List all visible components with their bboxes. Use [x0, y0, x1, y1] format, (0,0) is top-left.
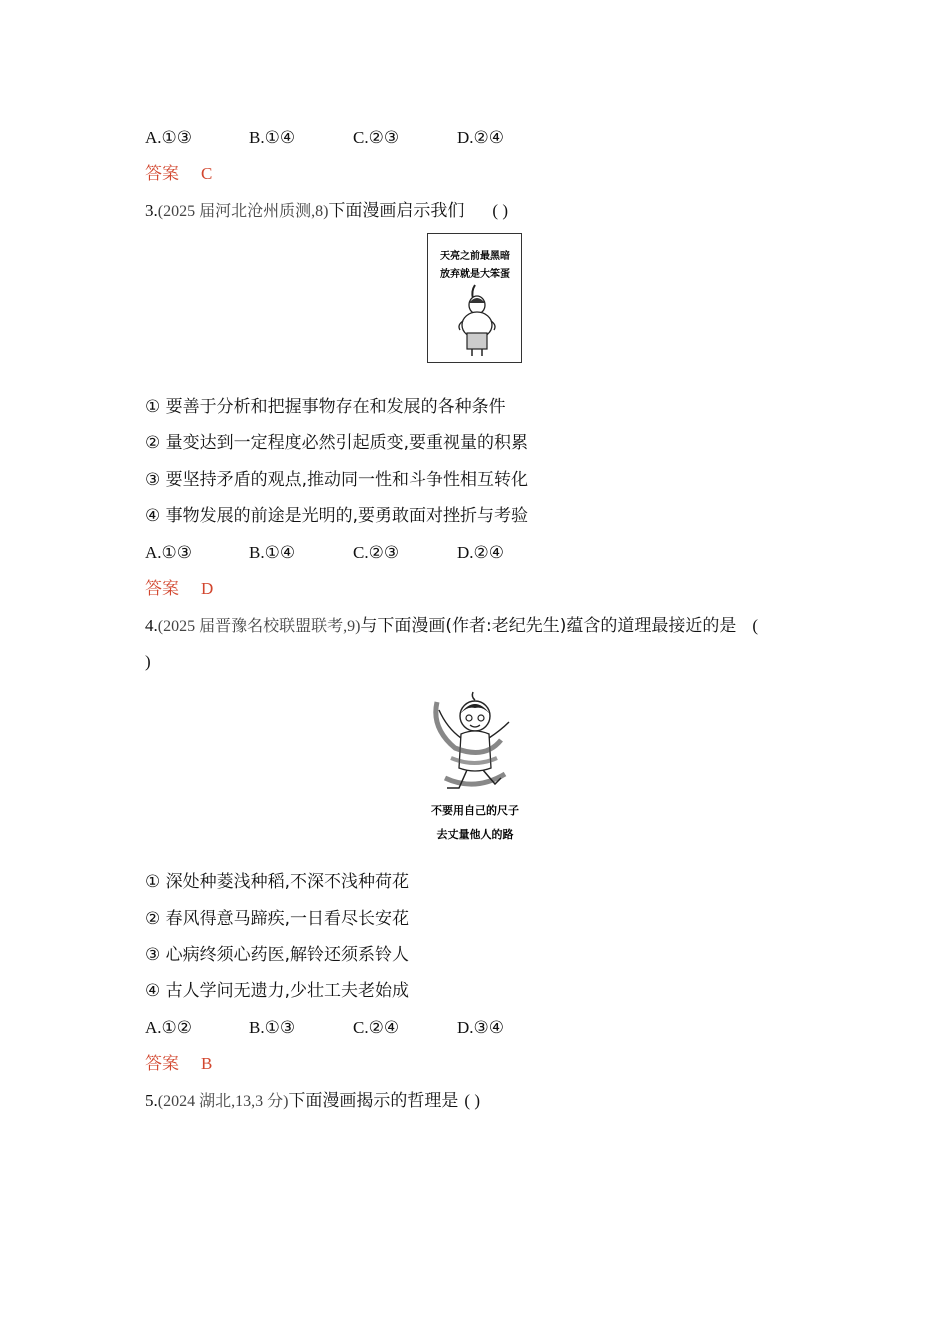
q3-statement-3: ③ 要坚持矛盾的观点,推动同一性和斗争性相互转化: [145, 470, 529, 490]
cartoon-girl-illustration: [427, 233, 522, 363]
q4-statement-2: ② 春风得意马蹄疾,一日看尽长安花: [145, 909, 410, 929]
q4-answer: [145, 1053, 212, 1075]
q2-options: [145, 127, 561, 149]
q2-answer: [145, 163, 212, 185]
answer-value: D: [201, 579, 214, 598]
q4-statement-4: ④ 古人学问无遗力,少壮工夫老始成: [145, 981, 410, 1001]
answer-label: 答案: [145, 1054, 179, 1074]
question-source: (2025 届晋豫名校联盟联考,9): [157, 618, 361, 635]
question-stem: 下面漫画启示我们: [328, 201, 465, 221]
q3-question: [145, 200, 508, 223]
q4-statement-1: ① 深处种菱浅种稻,不深不浅种荷花: [145, 872, 410, 892]
q4-question: [145, 615, 758, 638]
option-b: B.①④: [249, 543, 296, 562]
option-c: C.②③: [353, 543, 400, 562]
cartoon-kid-tangled-in-ruler: [425, 688, 525, 848]
q3-options: [145, 542, 561, 564]
cartoon-caption-1: 不要用自己的尺子: [431, 804, 519, 817]
q3-statement-1: ① 要善于分析和把握事物存在和发展的各种条件: [145, 397, 506, 417]
question-source: (2024 湖北,13,3 分): [157, 1093, 289, 1110]
question-number: 5.: [145, 1091, 158, 1110]
answer-value: B: [201, 1054, 213, 1073]
answer-paren: ( ): [464, 1091, 480, 1110]
q4-statement-3: ③ 心病终须心药医,解铃还须系铃人: [145, 945, 410, 965]
q5-question: [145, 1090, 480, 1113]
option-b: B.①③: [249, 1018, 296, 1037]
q3-statement-2: ② 量变达到一定程度必然引起质变,要重视量的积累: [145, 433, 529, 453]
cartoon-caption-2: 去丈量他人的路: [436, 828, 514, 841]
q3-cartoon: [427, 233, 522, 363]
answer-value: C: [201, 164, 213, 183]
answer-label: 答案: [145, 164, 179, 184]
option-a: A.①③: [145, 543, 193, 562]
question-number: 4.: [145, 616, 158, 635]
q4-options: [145, 1017, 561, 1039]
cartoon-text-2: 放弃就是大笨蛋: [440, 269, 510, 280]
option-d: D.③④: [457, 1018, 505, 1037]
answer-paren-open: (: [752, 616, 759, 635]
question-stem: 与下面漫画(作者:老纪先生)蕴含的道理最接近的是: [360, 616, 737, 636]
q4-question-cont: [145, 651, 151, 673]
question-number: 3.: [145, 201, 158, 220]
cartoon-text-1: 天亮之前最黑暗: [440, 251, 510, 262]
q4-cartoon: [425, 688, 525, 848]
question-source: (2025 届河北沧州质测,8): [157, 203, 329, 220]
option-b: B.①④: [249, 128, 296, 147]
option-c: C.②④: [353, 1018, 400, 1037]
question-stem: 下面漫画揭示的哲理是: [288, 1091, 459, 1111]
q3-statement-4: ④ 事物发展的前途是光明的,要勇敢面对挫折与考验: [145, 506, 529, 526]
option-d: D.②④: [457, 128, 505, 147]
answer-paren-close: ): [145, 652, 151, 671]
option-a: A.①③: [145, 128, 193, 147]
option-d: D.②④: [457, 543, 505, 562]
answer-paren: ( ): [492, 201, 508, 220]
option-a: A.①②: [145, 1018, 193, 1037]
option-c: C.②③: [353, 128, 400, 147]
q3-answer: [145, 578, 213, 600]
answer-label: 答案: [145, 579, 179, 599]
